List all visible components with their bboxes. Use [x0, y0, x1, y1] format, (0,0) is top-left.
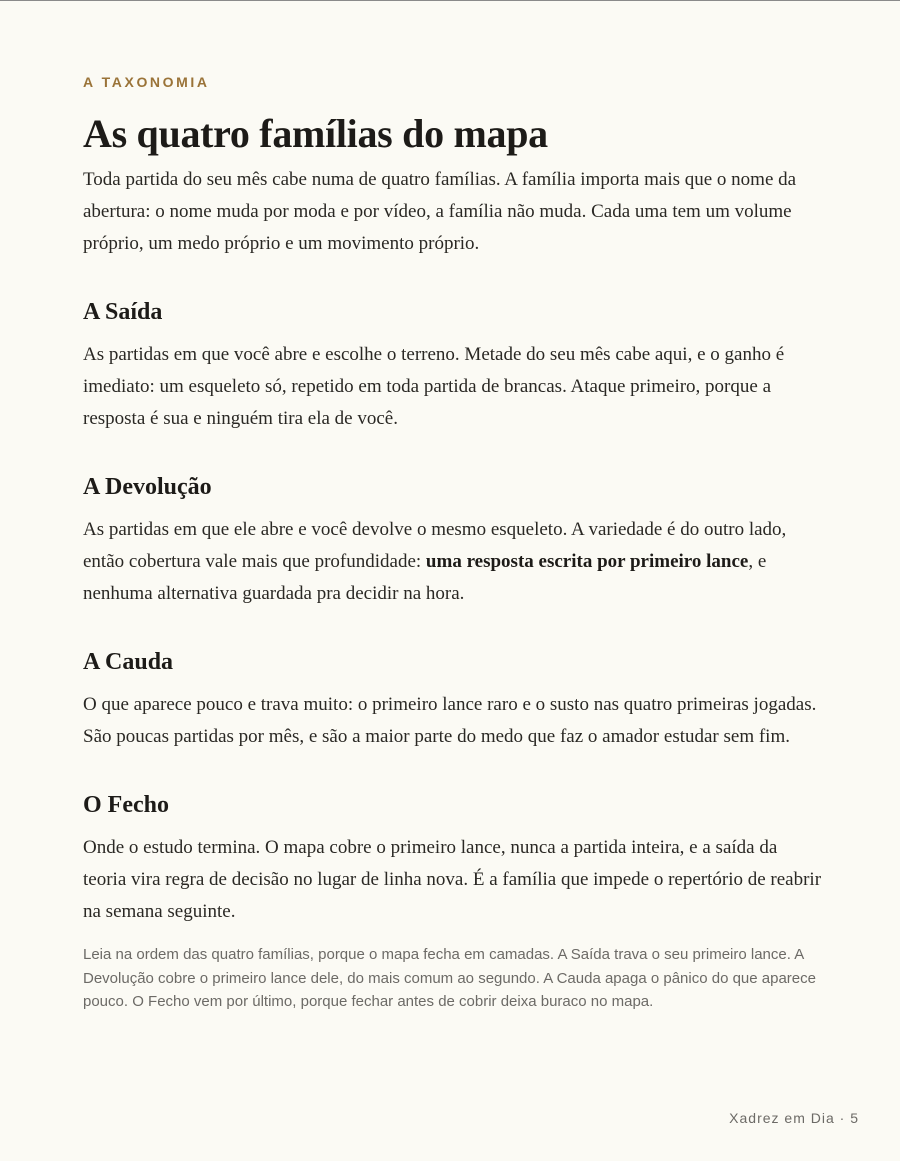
body-emphasis: uma resposta escrita por primeiro lance	[425, 551, 749, 572]
reading-order-note: Leia na ordem das quatro famílias, porque o mapa fecha em camadas. A Saída trava o seu primeiro lance. A Devolução cobre o primeiro lance dele, do mais comum ao segundo. A Cauda apaga o pânico do que aparece pouco. O Fecho vem por último, porque fechar antes de cobrir deixa buraco no mapa.	[83, 946, 816, 1010]
page-title: As quatro famílias do mapa	[83, 111, 548, 156]
section-fecho	[83, 789, 823, 928]
section-body-cauda: O que aparece pouco e trava muito: o primeiro lance raro e o susto nas quatro primeiras jogadas. São poucas partidas por mês, e são a maior parte do medo que faz o amador estudar sem fim.	[83, 694, 817, 747]
section-body-devolucao	[83, 514, 823, 610]
body-text-after: , e nenhuma alternativa guardada pra decidir na hora.	[83, 551, 767, 604]
section-devolucao	[83, 471, 823, 610]
section-title-fecho: O Fecho	[83, 792, 169, 818]
section-saida	[83, 296, 823, 435]
section-title-devolucao: A Devolução	[83, 474, 212, 500]
section-title-saida: A Saída	[83, 299, 163, 325]
section-body-fecho: Onde o estudo termina. O mapa cobre o primeiro lance, nunca a partida inteira, e a saída da teoria vira regra de decisão no lugar de linha nova. É a família que impede o repertório de reabrir na semana seguinte.	[83, 837, 822, 922]
body-text-before: As partidas em que ele abre e você devolve o mesmo esqueleto. A variedade é do outro lado, então cobertura vale mais que profundidade:	[83, 519, 787, 572]
page-content	[83, 72, 823, 1014]
section-title-cauda: A Cauda	[83, 649, 174, 675]
lead-paragraph: Toda partida do seu mês cabe numa de quatro famílias. A família importa mais que o nome da abertura: o nome muda por moda e por vídeo, a família não muda. Cada uma tem um volume próprio, um medo próprio e um movimento próprio.	[83, 169, 797, 254]
section-cauda	[83, 646, 823, 753]
top-rule	[0, 0, 900, 1]
page-footer: Xadrez em Dia · 5	[729, 1110, 859, 1126]
section-eyebrow: A TAXONOMIA	[83, 74, 210, 90]
section-body-saida: As partidas em que você abre e escolhe o terreno. Metade do seu mês cabe aqui, e o ganho é imediato: um esqueleto só, repetido em toda partida de brancas. Ataque primeiro, porque a resposta é sua e ninguém tira ela de você.	[83, 344, 785, 429]
